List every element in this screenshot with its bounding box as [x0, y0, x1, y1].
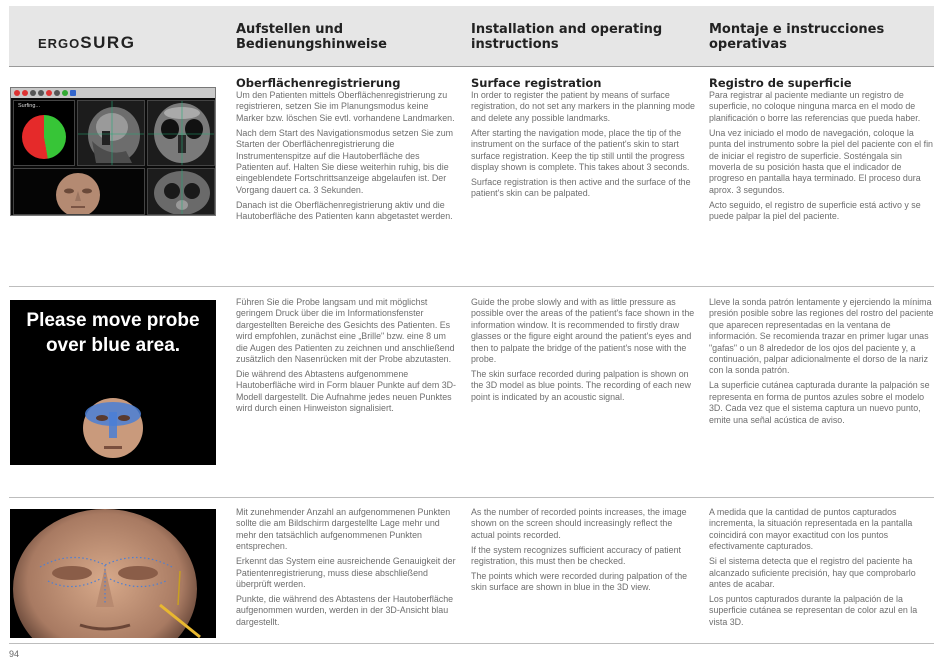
- paragraph: After starting the navigation mode, place the tip of the instrument on the surface of the patient's skin to start surface registration. Keep the tip still until the progress display shown is complete. This takes about 3 seconds.: [471, 127, 690, 172]
- probe-message-line: over blue area.: [45, 335, 181, 356]
- toolbar-icon: [70, 90, 76, 96]
- paragraph: The skin surface recorded during palpation is shown on the 3D model as blue points. The recording of each new point is indicated by an acoustic signal.: [471, 368, 691, 402]
- paragraph: Si el sistema detecta que el registro del paciente ha alcanzado suficiente precisión, hay que comprobarlo antes de acabar.: [709, 556, 916, 589]
- header-rule: [9, 66, 934, 67]
- section-title-german: Oberflächenregistrierung: [236, 76, 401, 90]
- paragraph: Los puntos capturados durante la palpación de la superficie cutánea se representan de color azul en la vista 3D.: [709, 593, 918, 627]
- section1-text-german: [236, 90, 458, 226]
- paragraph: Punkte, die während des Abtastens der Hautoberfläche aufgenommen wurden, werden in der 3D-Ansicht blau dargestellt.: [236, 593, 454, 627]
- toolbar-icon: [62, 90, 68, 96]
- paragraph: La superficie cutánea capturada durante la palpación se representa en forma de puntos azules sobre el modelo 3D. Cada vez que el sistema captura un nuevo punto, emite una señal acústica de aviso.: [709, 380, 930, 425]
- section3-text-spanish: [709, 507, 934, 632]
- ct-sagittal-view: [77, 100, 145, 166]
- section2-text-german: [236, 297, 458, 418]
- section3-text-german: [236, 507, 458, 632]
- navigation-software-screenshot: [10, 87, 216, 216]
- paragraph: Acto seguido, el registro de superficie está activo y se puede palpar la piel del paciente.: [709, 199, 921, 222]
- paragraph: The points which were recorded during palpation of the skin surface are shown in blue in the 3D view.: [471, 571, 688, 593]
- paragraph: Para registrar al paciente mediante un registro de superficie, no coloque ninguna marca en el modo de planificación o borre las referencias que pueda haber.: [709, 90, 921, 123]
- section-divider: [9, 497, 934, 498]
- toolbar-icon: [54, 90, 60, 96]
- paragraph: Nach dem Start des Navigationsmodus setzen Sie zum Starten der Oberflächenregistrierung die Instrumentenspitze auf die Hautoberfläche des Patienten auf. Halten Sie diese weiterhin ruhig, bis die eingeblendete Fortschrittsanzeige abgelaufen ist. Der Vorgang dauert ca. 3 Sekunden.: [236, 127, 454, 195]
- section2-text-english: [471, 297, 696, 407]
- column-heading-spanish: Montaje e instrucciones operativas: [709, 22, 885, 52]
- footer-divider: [9, 643, 934, 644]
- column-heading-english: Installation and operating instructions: [471, 22, 663, 52]
- toolbar-icon: [14, 90, 20, 96]
- paragraph: If the system recognizes sufficient accuracy of patient registration, this must then be checked.: [471, 544, 681, 567]
- surfing-label: Surfing...: [18, 103, 41, 109]
- paragraph: A medida que la cantidad de puntos capturados incrementa, la situación representada en la pantalla coincidirá con mayor exactitud con los puntos efectivamente capturados.: [709, 507, 913, 552]
- logo-ergo: ERGO: [38, 36, 81, 51]
- registration-status-pane: [13, 100, 75, 166]
- toolbar-icon: [38, 90, 44, 96]
- logo-surg: SURG: [80, 33, 136, 52]
- section-title-english: Surface registration: [471, 76, 602, 90]
- column-heading-german: Aufstellen und Bedienungshinweise: [236, 22, 387, 52]
- ct-axial-view: [147, 168, 215, 215]
- paragraph: Die während des Abtastens aufgenommene Hautoberfläche wird in Form blauer Punkte auf dem 3D-Modell dargestellt. Die Aufnahme jedes neuen Punktes wird durch einen Hinweiston signalisiert.: [236, 368, 457, 414]
- face-model-blue-area: [10, 300, 216, 465]
- ct-coronal-view: [147, 100, 215, 166]
- paragraph: In order to register the patient by means of surface registration, do not set any markers in the planning mode and delete any possible landmarks.: [471, 90, 695, 123]
- paragraph: Erkennt das System eine ausreichende Genauigkeit der Patientenregistrierung, muss diese abschließend überprüft werden.: [236, 556, 456, 589]
- section-divider: [9, 286, 934, 287]
- software-toolbar: [11, 88, 216, 98]
- section1-text-spanish: [709, 90, 934, 226]
- toolbar-icon: [46, 90, 52, 96]
- face-3d-model-view: [13, 168, 145, 215]
- paragraph: Danach ist die Oberflächenregistrierung aktiv und die Hautoberfläche des Patienten kann abgetastet werden.: [236, 199, 453, 222]
- paragraph: Lleve la sonda patrón lentamente y ejerciendo la mínima presión posible sobre las regiones del rostro del paciente que aparecen representadas en la ventana de información. Se recomienda trazar en primer lugar unas "gafas" o un 8 alrededor de los ojos del paciente y, a continuación, palpar adicionalmente el dorso de la nariz con la sonda patrón.: [709, 297, 934, 376]
- paragraph: As the number of recorded points increases, the image shown on the screen should increasingly reflect the actual points recorded.: [471, 507, 687, 540]
- progress-pie-chart: [22, 115, 66, 159]
- paragraph: Um den Patienten mittels Oberflächenregistrierung zu registrieren, setzen Sie im Planungsmodus keine Marker bzw. löschen Sie evtl. vorhandene Landmarken.: [236, 90, 455, 123]
- probe-instruction-screenshot: [10, 300, 216, 465]
- section3-text-english: [471, 507, 696, 597]
- paragraph: Mit zunehmender Anzahl an aufgenommenen Punkten sollte die am Bildschirm dargestellte Lage mehr und mehr den tatsächlich aufgenommenen Punkten entsprechen.: [236, 507, 451, 552]
- section2-text-spanish: [709, 297, 934, 429]
- section-title-spanish: Registro de superficie: [709, 76, 852, 90]
- face-model-with-probe: [10, 509, 216, 638]
- paragraph: Una vez iniciado el modo de navegación, coloque la punta del instrumento sobre la piel del paciente con el fin de iniciar el registro de superficie. Sosténgala sin moverla de su posición hasta que el indicador de progreso en pantalla haya terminado. El proceso dura aprox. 3 segundos.: [709, 127, 933, 195]
- page-number: 94: [9, 649, 20, 659]
- paragraph: Führen Sie die Probe langsam und mit möglichst geringem Druck über die im Informationsfenster dargestellten Bereiche des Gesichts des Patienten. Es wird empfohlen, zunächst eine „Brille" bzw. eine 8 um die Augen des Patienten zu zeichnen und anschließend zusätzlich den Nasenrücken mit der Probe abzutasten.: [236, 297, 455, 365]
- section1-text-english: [471, 90, 696, 203]
- paragraph: Surface registration is then active and the surface of the patient's skin can be palpated.: [471, 176, 691, 199]
- probe-message-line: Please move probe: [26, 310, 200, 331]
- paragraph: Guide the probe slowly and with as little pressure as possible over the areas of the patient's face shown in the information window. It is recommended to firstly draw glasses or the figure eight around the patient's eyes and then to palpate the bridge of the patient's nose with the probe.: [471, 297, 695, 365]
- toolbar-icon: [22, 90, 28, 96]
- ergosurg-logo: [38, 33, 135, 53]
- registered-face-screenshot: [10, 509, 216, 638]
- toolbar-icon: [30, 90, 36, 96]
